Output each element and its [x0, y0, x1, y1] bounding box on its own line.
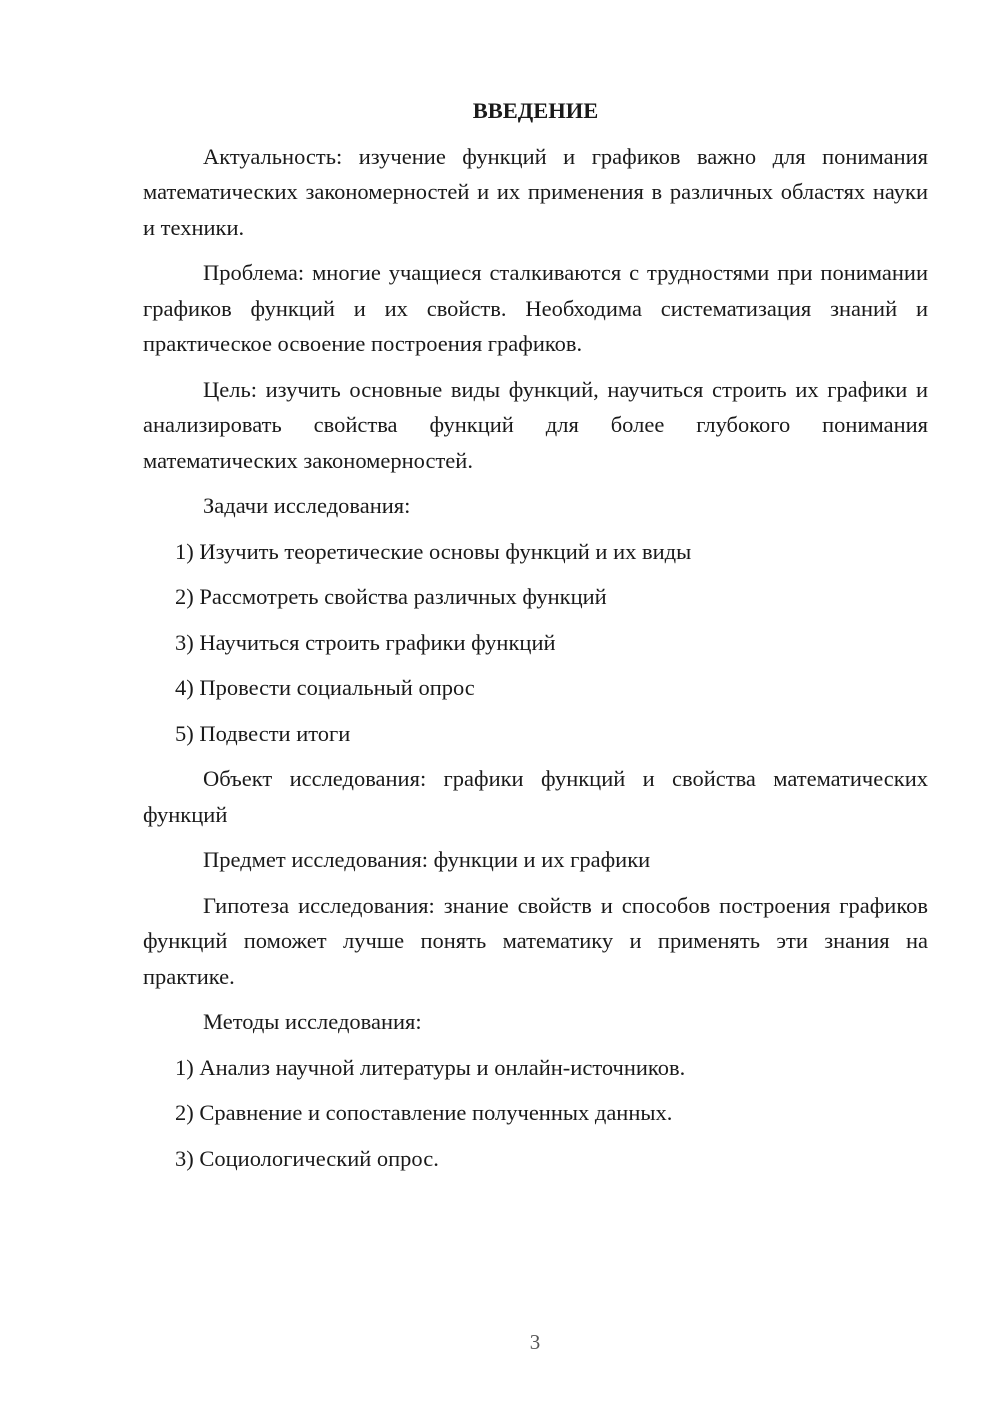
- object-paragraph: Объект исследования: графики функций и свойства математических функций: [143, 766, 928, 827]
- list-item: 2) Рассмотреть свойства различных функций: [175, 584, 607, 609]
- tasks-label: Задачи исследования:: [203, 493, 411, 518]
- page-number: 3: [529, 1330, 541, 1354]
- list-item: 2) Сравнение и сопоставление полученных данных.: [175, 1100, 673, 1125]
- list-item: 3) Научиться строить графики функций: [175, 629, 556, 655]
- tasks-list: [143, 534, 928, 752]
- document-page: [143, 93, 928, 1186]
- hypothesis-paragraph: Гипотеза исследования: знание свойств и способов построения графиков функций поможет лучше понять математику и применять эти знания на практике.: [143, 892, 928, 989]
- goal-paragraph: Цель: изучить основные виды функций, научиться строить их графики и анализировать свойства функций для более глубокого понимания математических закономерностей.: [143, 376, 928, 473]
- list-item: 4) Провести социальный опрос: [175, 675, 475, 700]
- list-item: 5) Подвести итоги: [175, 720, 351, 746]
- subject-paragraph: Предмет исследования: функции и их графики: [203, 847, 651, 872]
- list-item: 1) Изучить теоретические основы функций и их виды: [175, 538, 692, 564]
- methods-label: Методы исследования:: [203, 1009, 422, 1034]
- list-item: 1) Анализ научной литературы и онлайн-источников.: [175, 1054, 686, 1080]
- list-item: 3) Социологический опрос.: [175, 1145, 439, 1171]
- relevance-paragraph: Актуальность: изучение функций и графиков важно для понимания математических закономерностей и их применения в различных областях науки и техники.: [143, 143, 928, 240]
- methods-list: [143, 1050, 928, 1177]
- problem-paragraph: Проблема: многие учащиеся сталкиваются с трудностями при понимании графиков функций и их свойств. Необходима систематизация знаний и практическое освоение построения графиков.: [143, 260, 928, 356]
- page-title: ВВЕДЕНИЕ: [472, 98, 599, 123]
